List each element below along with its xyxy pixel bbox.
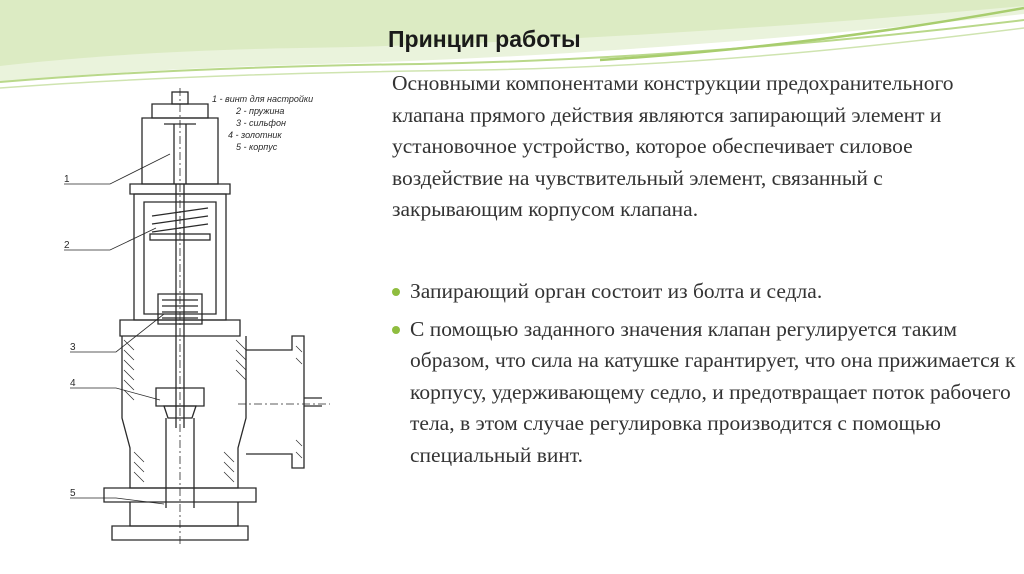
bullet-text: Запирающий орган состоит из болта и седла. xyxy=(410,279,823,303)
legend-item: 2 - пружина xyxy=(236,106,285,116)
legend-item: 1 - винт для настройки xyxy=(212,94,314,104)
bullet-item xyxy=(392,276,1017,308)
callout-label: 3 xyxy=(70,342,76,353)
intro-paragraph: Основными компонентами конструкции предохранительного клапана прямого действия являются запирающий элемент и установочное устройство, которое обеспечивает силовое воздействие на чувствительный элемент, связанный с закрывающим корпусом клапана. xyxy=(392,71,954,221)
callout-label: 5 xyxy=(70,488,76,499)
callout-label: 4 xyxy=(70,378,76,389)
bullet-item xyxy=(392,314,1017,472)
callout-label: 2 xyxy=(64,240,70,251)
bullet-dot-icon xyxy=(392,288,400,296)
valve-diagram xyxy=(60,88,380,548)
bullet-dot-icon xyxy=(392,326,400,334)
legend-item: 3 - сильфон xyxy=(236,118,286,128)
legend-item: 4 - золотник xyxy=(228,130,282,140)
callout-label: 1 xyxy=(64,174,70,185)
legend-item: 5 - корпус xyxy=(236,142,278,152)
bullet-text: С помощью заданного значения клапан регулируется таким образом, что сила на катушке гарантирует, что она прижимается к корпусу, удерживающему седло, и предотвращает поток рабочего тела, в этом случае регулировка производится с помощью специальный винт. xyxy=(410,316,1016,467)
slide-title: Принцип работы xyxy=(388,26,581,52)
bullet-list xyxy=(392,276,1017,477)
